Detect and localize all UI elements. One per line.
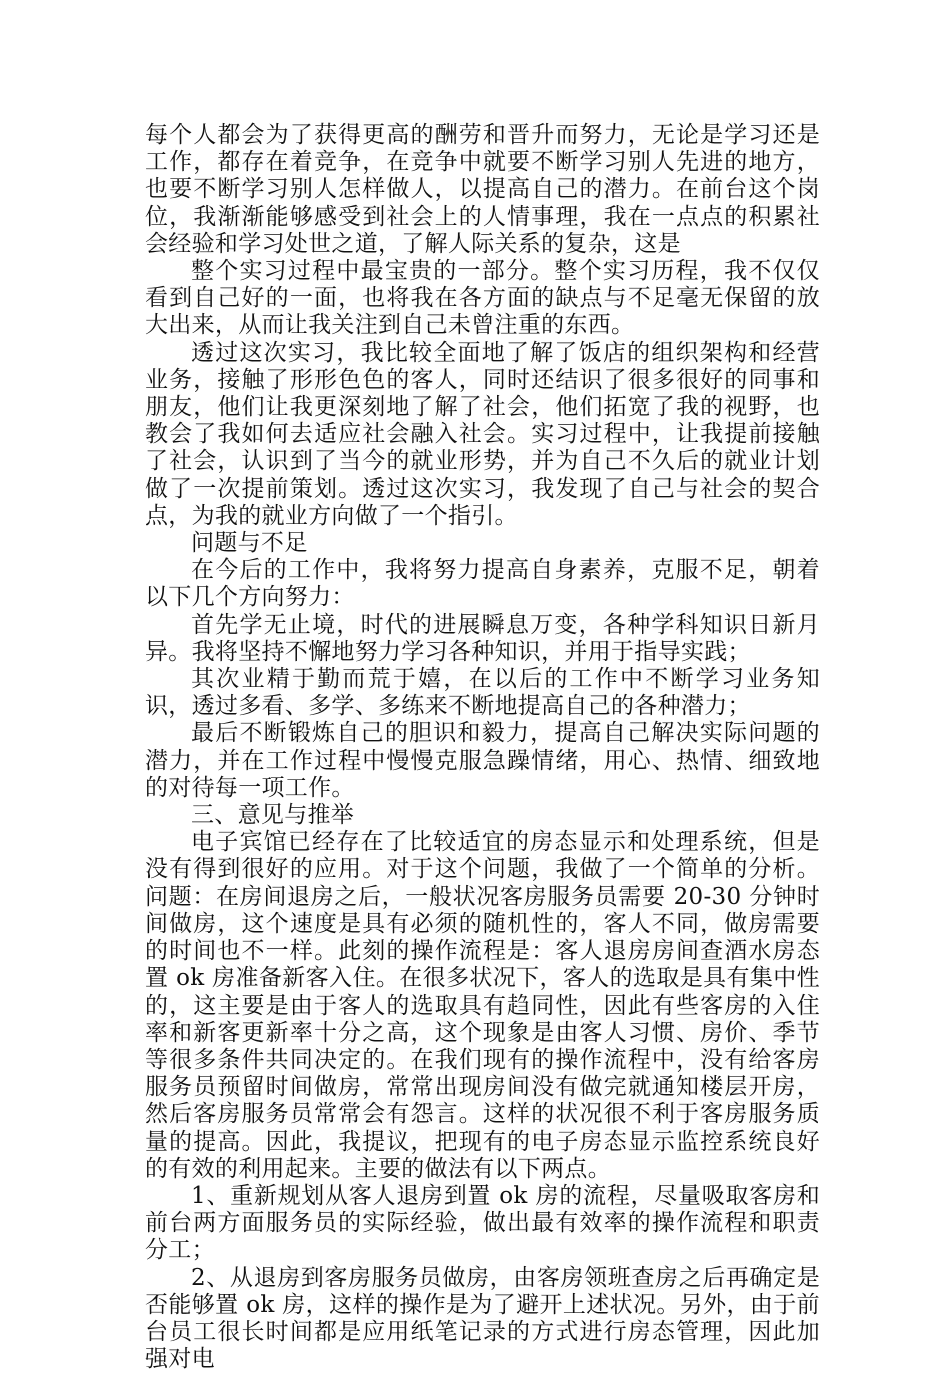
paragraph-8: 电子宾馆已经存在了比较适宜的房态显示和处理系统，但是没有得到很好的应用。对于这个问题，我做了一个简单的分析。问题：在房间退房之后，一般状况客房服务员需要 20-30 分钟时间做房，这个速度是具有必须的随机性的，客人不同，做房需要的时间也不一样。此刻的操作流程是：客人退房房间查酒水房态置 ok 房准备新客入住。在很多状况下，客人的选取是具有集中性的，这主要是由于客人的选取具有趋同性，因此有些客房的入住率和新客更新率十分之高，这个现象是由客人习惯、房价、季节等很多条件共同决定的。在我们现有的操作流程中，没有给客房服务员预留时间做房，常常出现房间没有做完就通知楼层开房，然后客房服务员常常会有怨言。这样的状况很不利于客房服务质量的提高。因此，我提议，把现有的电子房态显示监控系统良好的有效的利用起来。主要的做法有以下两点。 bbox=[145, 829, 820, 1182]
paragraph-7: 最后不断锻炼自己的胆识和毅力，提高自己解决实际问题的潜力，并在工作过程中慢慢克服急躁情绪，用心、热情、细致地的对待每一项工作。 bbox=[145, 720, 820, 801]
paragraph-5: 首先学无止境，时代的进展瞬息万变，各种学科知识日新月异。我将坚持不懈地努力学习各种知识，并用于指导实践； bbox=[145, 611, 820, 665]
section-heading-suggestions: 三、意见与推举 bbox=[191, 802, 355, 829]
paragraph-6: 其次业精于勤而荒于嬉，在以后的工作中不断学习业务知识，透过多看、多学、多练来不断地提高自己的各种潜力； bbox=[145, 666, 820, 720]
section-heading-problems: 问题与不足 bbox=[191, 530, 308, 557]
list-item-2: 2、从退房到客房服务员做房，由客房领班查房之后再确定是否能够置 ok 房，这样的操作是为了避开上述状况。另外，由于前台员工很长时间都是应用纸笔记录的方式进行房态管理，因此加强对电 bbox=[145, 1264, 820, 1373]
paragraph-4: 在今后的工作中，我将努力提高自身素养，克服不足，朝着以下几个方向努力： bbox=[145, 557, 820, 611]
paragraph-2: 整个实习过程中最宝贵的一部分。整个实习历程，我不仅仅看到自己好的一面，也将我在各方面的缺点与不足毫无保留的放大出来，从而让我关注到自己未曾注重的东西。 bbox=[145, 258, 820, 339]
document-body bbox=[145, 122, 820, 1373]
list-item-1: 1、重新规划从客人退房到置 ok 房的流程，尽量吸取客房和前台两方面服务员的实际经验，做出最有效率的操作流程和职责分工； bbox=[145, 1182, 820, 1264]
paragraph-1: 每个人都会为了获得更高的酬劳和晋升而努力，无论是学习还是工作，都存在着竞争，在竞争中就要不断学习别人先进的地方，也要不断学习别人怎样做人，以提高自己的潜力。在前台这个岗位，我渐渐能够感受到社会上的人情事理，我在一点点的积累社会经验和学习处世之道，了解人际关系的复杂，这是 bbox=[145, 122, 820, 257]
paragraph-3: 透过这次实习，我比较全面地了解了饭店的组织架构和经营业务，接触了形形色色的客人，同时还结识了很多很好的同事和朋友，他们让我更深刻地了解了社会，他们拓宽了我的视野，也教会了我如何去适应社会融入社会。实习过程中，让我提前接触了社会，认识到了当今的就业形势，并为自己不久后的就业计划做了一次提前策划。透过这次实习，我发现了自己与社会的契合点，为我的就业方向做了一个指引。 bbox=[145, 339, 820, 529]
